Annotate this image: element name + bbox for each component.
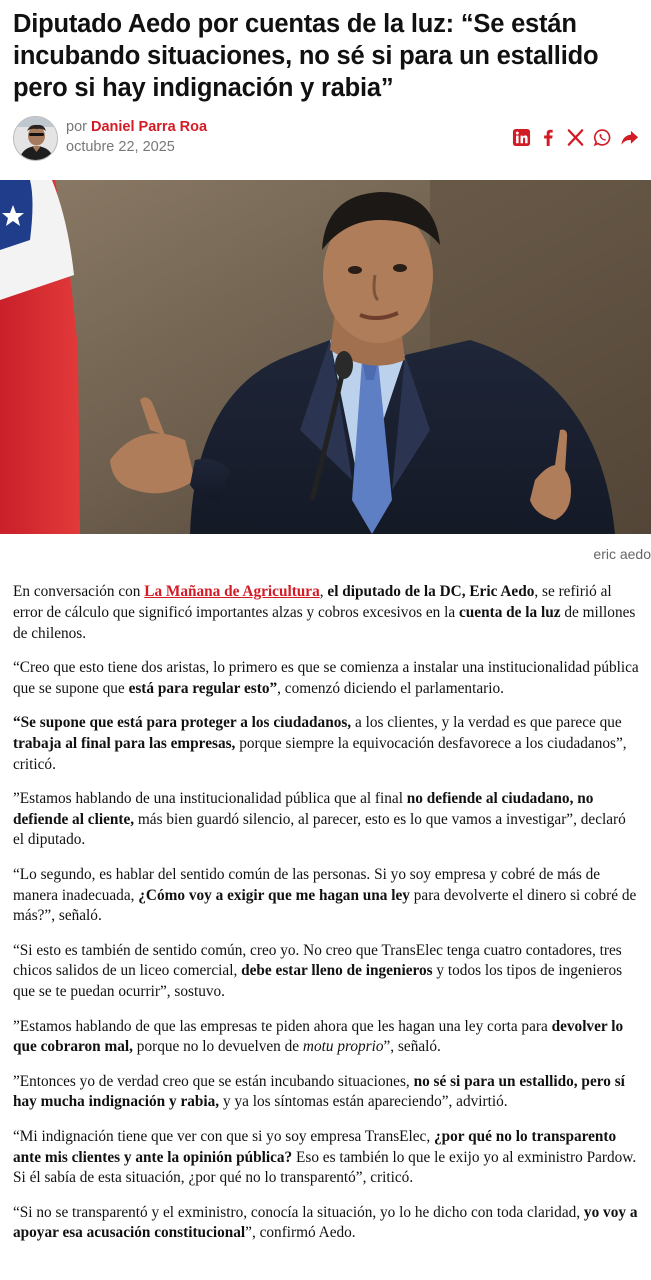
share-bar bbox=[512, 128, 639, 147]
image-caption: eric aedo bbox=[593, 546, 651, 562]
article-body bbox=[13, 582, 639, 1258]
paragraph-text: “Si esto es también de sentido común, creo yo. No creo que TransElec tenga cuatro contadores, tres chicos salidos de un liceo comercial, bbox=[13, 941, 622, 980]
paragraph-text: ”, señaló. bbox=[383, 1038, 441, 1056]
bold-text: cuenta de la luz bbox=[459, 603, 561, 621]
facebook-icon[interactable] bbox=[539, 128, 558, 147]
paragraph-text: , comenzó diciendo el parlamentario. bbox=[277, 679, 504, 697]
paragraph-text: porque no lo devuelven de bbox=[132, 1038, 303, 1056]
paragraph-text: , bbox=[319, 583, 328, 600]
whatsapp-icon[interactable] bbox=[593, 128, 612, 147]
hero-photo bbox=[0, 180, 651, 534]
avatar-image bbox=[14, 117, 58, 161]
author-line bbox=[66, 119, 207, 135]
bold-text: el diputado de la DC, Eric Aedo bbox=[327, 583, 535, 600]
paragraph-text: ”Entonces yo de verdad creo que se están incubando situaciones, bbox=[13, 1072, 414, 1090]
article-paragraph bbox=[13, 582, 639, 644]
share-icon[interactable] bbox=[620, 128, 639, 147]
article-paragraph bbox=[13, 1072, 639, 1114]
bold-text: yo voy a apoyar esa acusación constitucional bbox=[13, 1203, 638, 1242]
paragraph-text: “Lo segundo, es hablar del sentido común de las personas. Si yo soy empresa y cobré de más de manera inadecuada, bbox=[13, 865, 601, 904]
article-paragraph bbox=[13, 1127, 639, 1189]
bold-text: debe estar lleno de ingenieros bbox=[241, 962, 433, 980]
paragraph-text: En conversación con bbox=[13, 583, 145, 600]
author-prefix: por bbox=[66, 119, 87, 135]
bold-text: ¿por qué no lo transparento ante mis clientes y ante la opinión pública? bbox=[13, 1127, 617, 1166]
paragraph-text: “Mi indignación tiene que ver con que si yo soy empresa TransElec, bbox=[13, 1127, 434, 1145]
bold-text: no defiende al ciudadano, no defiende al cliente, bbox=[13, 789, 594, 828]
bold-text: ¿Cómo voy a exigir que me hagan una ley bbox=[138, 886, 410, 904]
source-link[interactable]: La Mañana de Agricultura bbox=[144, 583, 320, 600]
paragraph-text: para devolverte el dinero si cobré de más?”, señaló. bbox=[13, 886, 637, 925]
paragraph-text: porque siempre la equivocación desfavorece a los ciudadanos”, criticó. bbox=[13, 734, 627, 773]
bold-text: trabaja al final para las empresas, bbox=[13, 734, 236, 752]
paragraph-text: a los clientes, y la verdad es que parece que bbox=[351, 713, 622, 731]
paragraph-text: ”Estamos hablando de que las empresas te piden ahora que les hagan una ley corta para bbox=[13, 1017, 552, 1035]
paragraph-text: “Creo que esto tiene dos aristas, lo primero es que se comienza a instalar una institucionalidad pública que se supone que bbox=[13, 658, 639, 697]
paragraph-text: , se refirió al error de cálculo que significó importantes alzas y cobros excesivos en la bbox=[13, 583, 612, 621]
paragraph-text: ”Estamos hablando de una institucionalidad pública que al final bbox=[13, 789, 407, 807]
paragraph-text: y todos los tipos de ingenieros que se te puedan ocurrir”, sostuvo. bbox=[13, 962, 623, 1001]
bold-text: no sé si para un estallido, pero sí hay mucha indignación y rabia, bbox=[13, 1072, 625, 1111]
article-paragraph bbox=[13, 713, 639, 775]
publish-date: octubre 22, 2025 bbox=[66, 139, 175, 155]
bold-text: devolver lo que cobraron mal, bbox=[13, 1017, 624, 1056]
paragraph-text: y ya los síntomas están apareciendo”, advirtió. bbox=[219, 1093, 508, 1111]
author-link[interactable]: Daniel Parra Roa bbox=[91, 119, 208, 135]
article-paragraph bbox=[13, 658, 639, 700]
x-icon[interactable] bbox=[566, 128, 585, 147]
paragraph-text: “Si no se transparentó y el exministro, conocía la situación, yo lo he dicho con toda claridad, bbox=[13, 1203, 584, 1221]
article-paragraph bbox=[13, 1017, 639, 1059]
article-headline: Diputado Aedo por cuentas de la luz: “Se están incubando situaciones, no sé si para un estallido pero si hay indignación y rabia” bbox=[13, 10, 599, 102]
paragraph-text: de millones de chilenos. bbox=[13, 603, 636, 642]
bold-text: está para regular esto” bbox=[128, 679, 278, 697]
author-avatar[interactable] bbox=[13, 116, 58, 161]
italic-text: motu proprio bbox=[302, 1038, 384, 1056]
hero-image bbox=[0, 180, 651, 534]
article-paragraph bbox=[13, 865, 639, 927]
article-paragraph bbox=[13, 789, 639, 851]
article-paragraph bbox=[13, 1203, 639, 1245]
linkedin-icon[interactable] bbox=[512, 128, 531, 147]
paragraph-text: ”, confirmó Aedo. bbox=[245, 1224, 356, 1242]
bold-text: “Se supone que está para proteger a los ciudadanos, bbox=[13, 713, 352, 731]
byline bbox=[13, 116, 639, 162]
article-paragraph bbox=[13, 941, 639, 1003]
paragraph-text: Eso es también lo que le exijo yo al exministro Pardow. Si él sabía de esta situación, ¿por qué no lo transparentó”, criticó. bbox=[13, 1148, 637, 1187]
paragraph-text: más bien guardó silencio, al parecer, esto es lo que vamos a investigar”, declaró el diputado. bbox=[13, 810, 626, 849]
